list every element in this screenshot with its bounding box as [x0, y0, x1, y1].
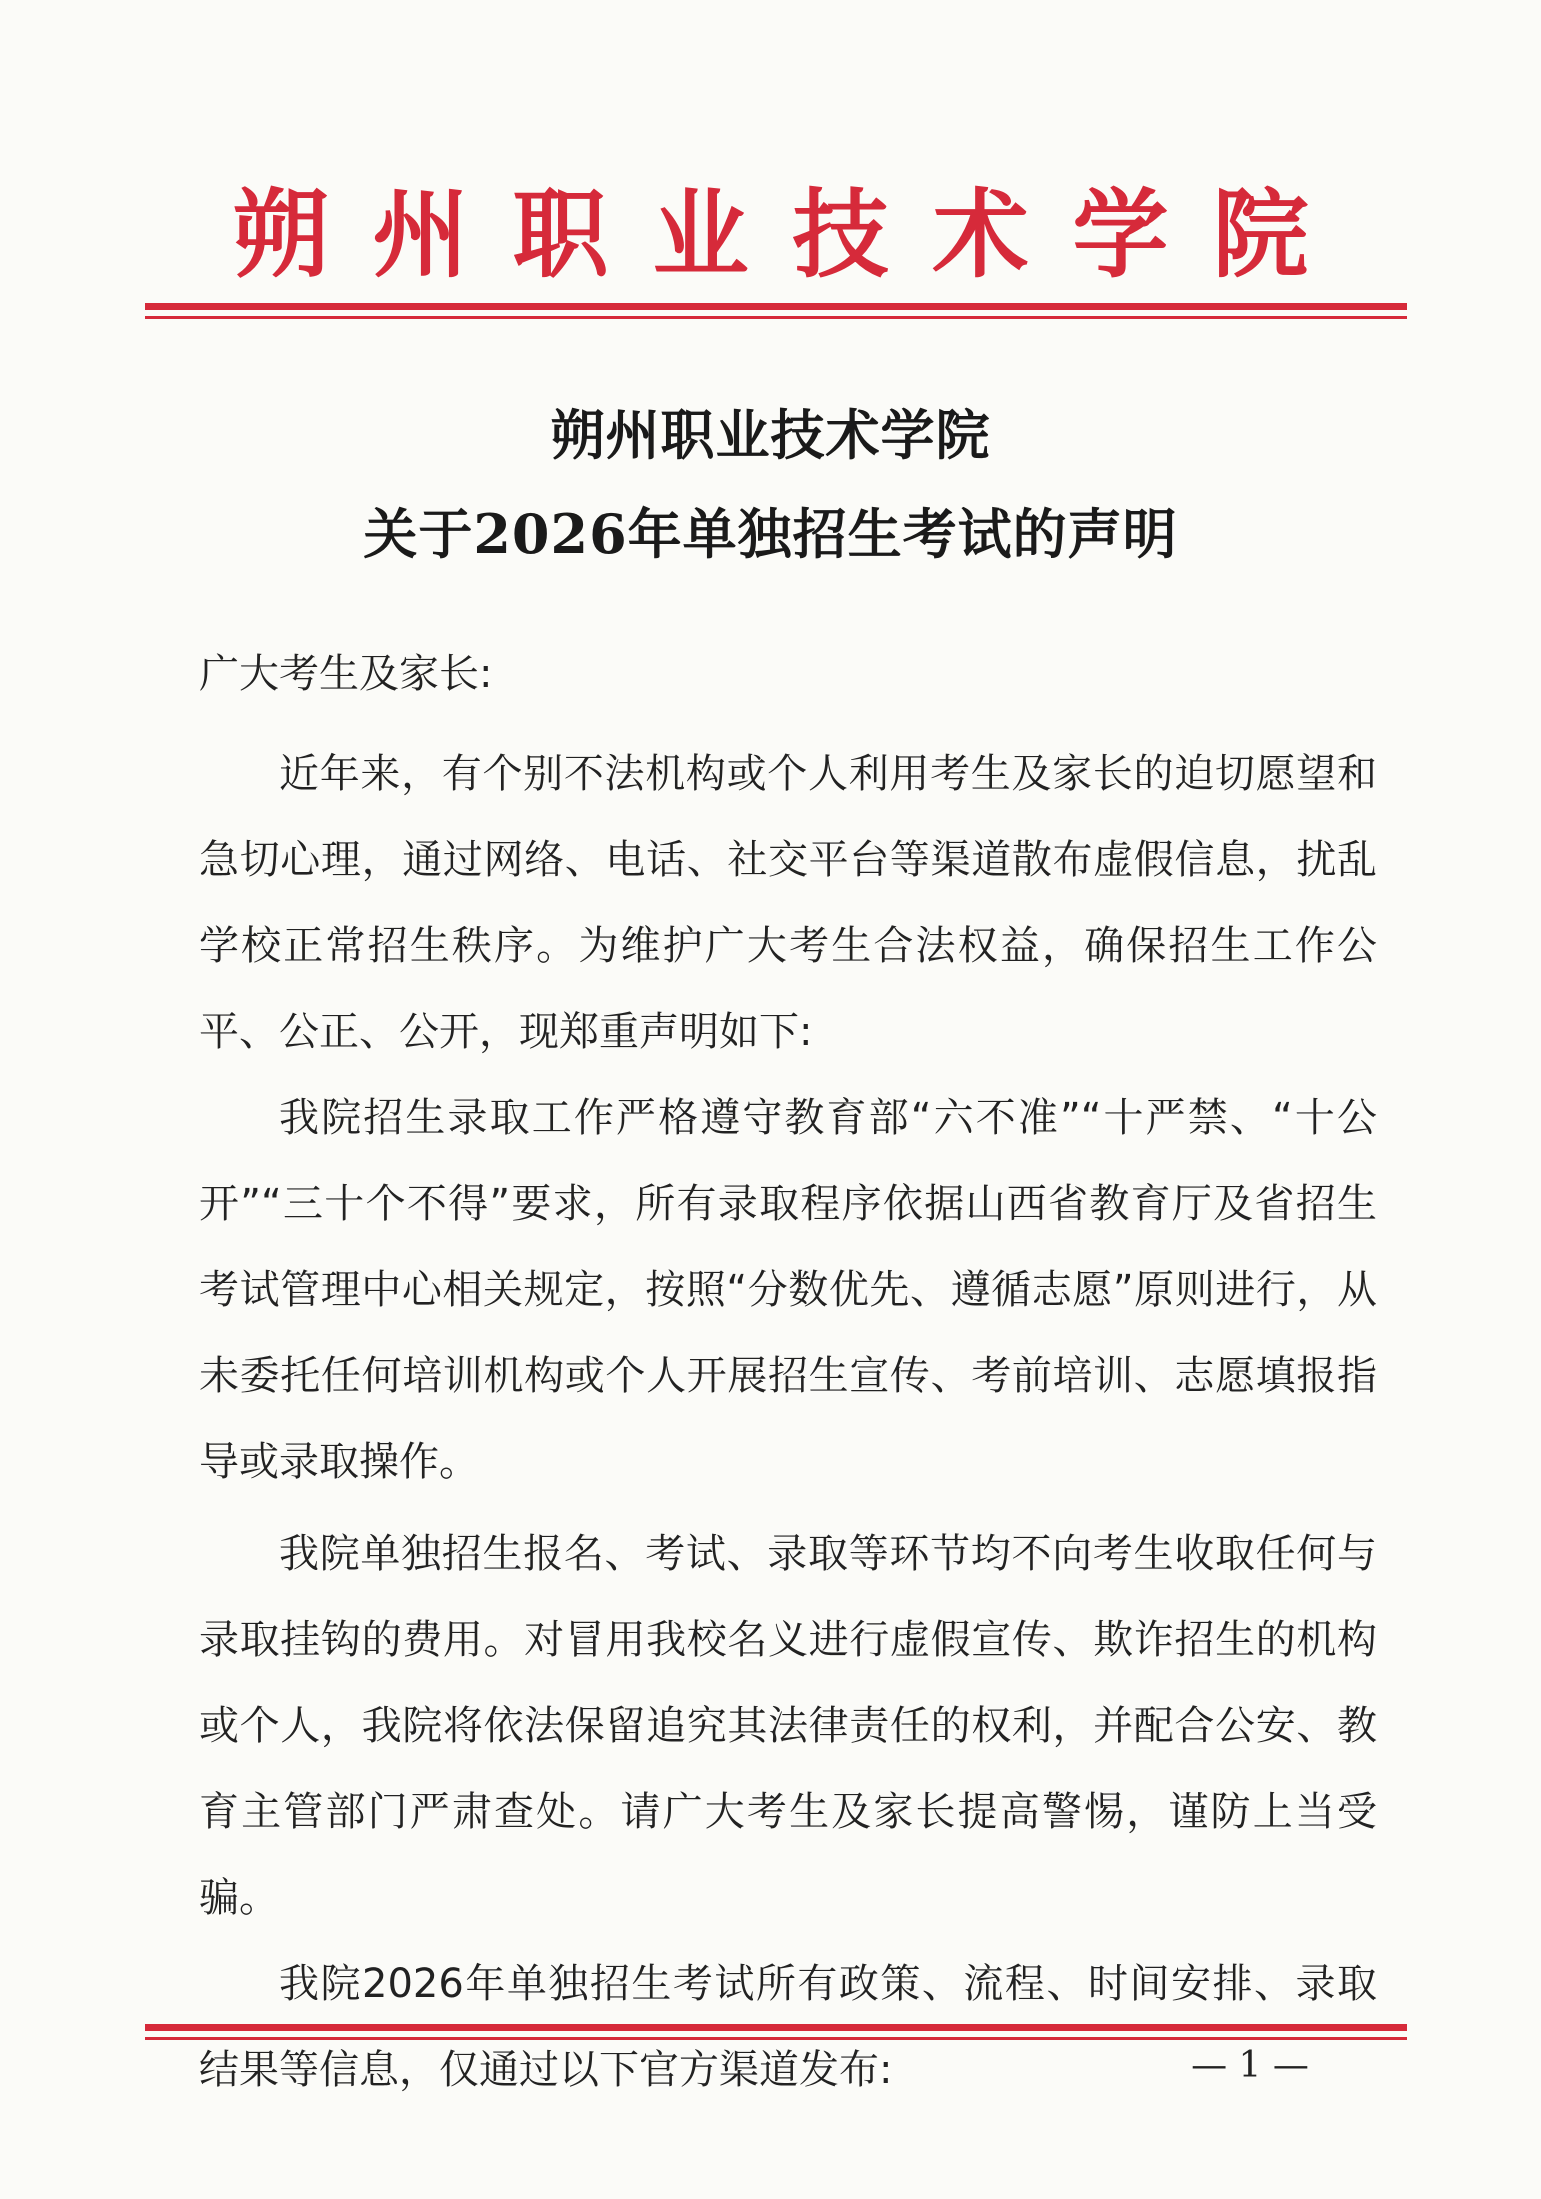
paragraph-1: 近年来，有个别不法机构或个人利用考生及家长的迫切愿望和急切心理，通过网络、电话、社交平台等渠道散布虚假信息，扰乱学校正常招生秩序。为维护广大考生合法权益，确保招生工作公平、公正、公开，现郑重声明如下:	[199, 751, 1377, 1055]
letterhead-rule-thick	[145, 303, 1407, 310]
document-body	[199, 631, 1377, 2113]
letterhead-rule-thin	[145, 316, 1407, 319]
paragraph-2: 我院招生录取工作严格遵守教育部“六不准”“十严禁、“十公开”“三十个不得”要求，所有录取程序依据山西省教育厅及省招生考试管理中心相关规定，按照“分数优先、遵循志愿”原则进行，从未委托任何培训机构或个人开展招生宣传、考前培训、志愿填报指导或录取操作。	[199, 1095, 1377, 1485]
letterhead-title: 朔州职业技术学院	[232, 178, 1353, 291]
footer-rule-thin	[145, 2037, 1407, 2040]
document-title-line-2: 关于2026年单独招生考试的声明	[363, 502, 1178, 566]
footer-rule-thick	[145, 2024, 1407, 2031]
salutation: 广大考生及家长:	[199, 651, 493, 697]
paragraph-4: 我院2026年单独招生考试所有政策、流程、时间安排、录取结果等信息，仅通过以下官方渠道发布:	[199, 1961, 1377, 2093]
document-title-line-1: 朔州职业技术学院	[550, 403, 991, 467]
paragraph-3: 我院单独招生报名、考试、录取等环节均不向考生收取任何与录取挂钩的费用。对冒用我校名义进行虚假宣传、欺诈招生的机构或个人，我院将依法保留追究其法律责任的权利，并配合公安、教育主管部门严肃查处。请广大考生及家长提高警惕，谨防上当受骗。	[199, 1531, 1377, 1921]
page-number: — 1 —	[1191, 2045, 1309, 2086]
